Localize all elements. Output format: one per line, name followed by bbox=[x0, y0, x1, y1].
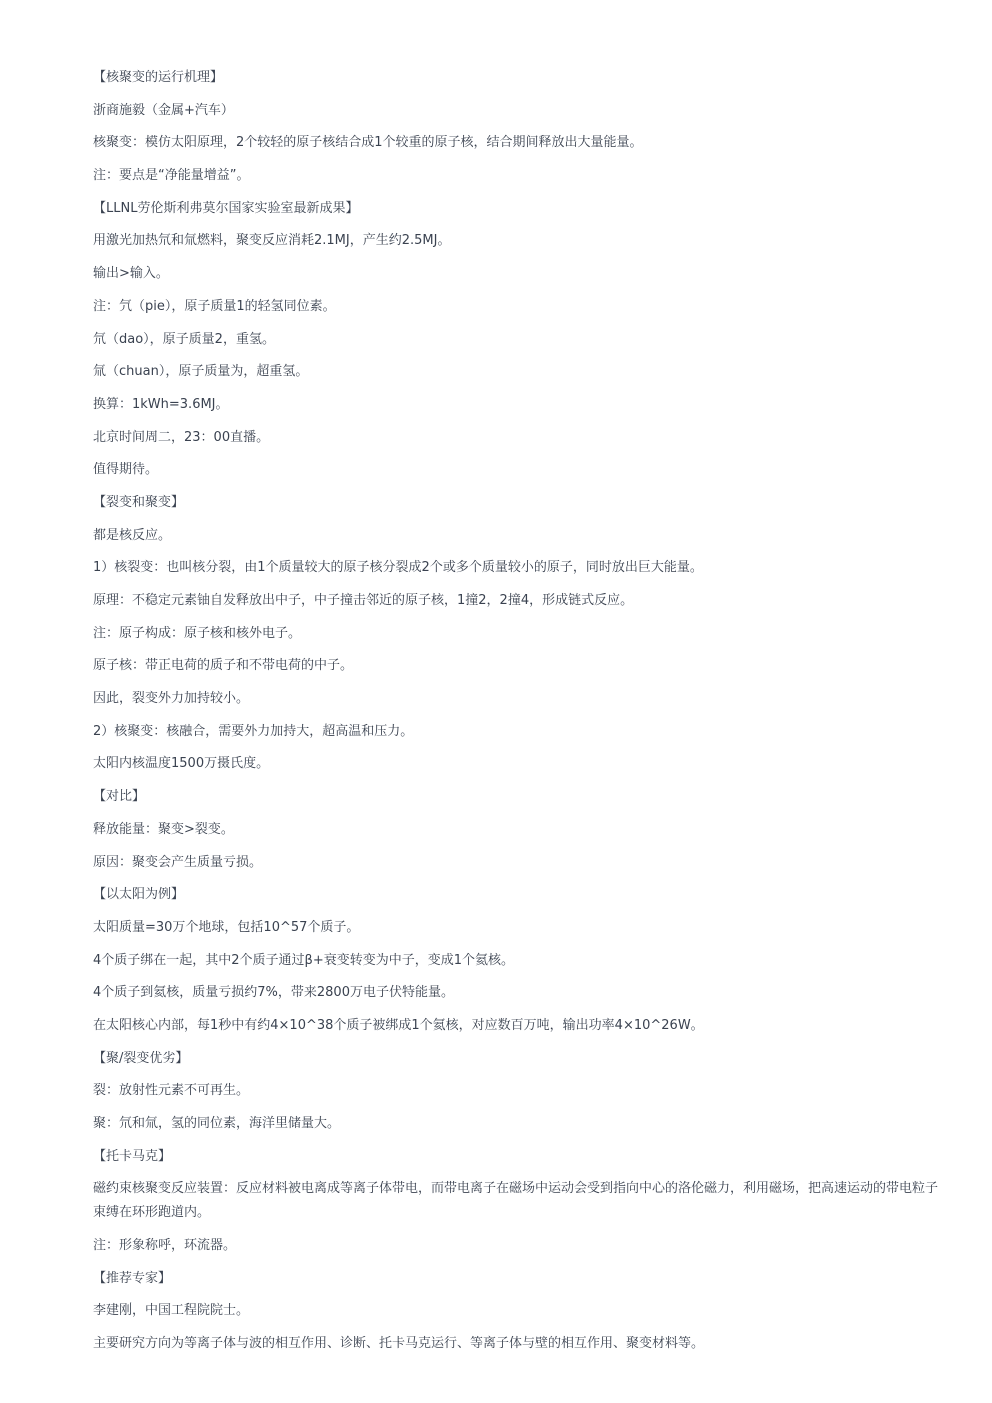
paragraph: 李建刚，中国工程院院士。 bbox=[93, 1303, 250, 1319]
paragraph: 氚（chuan），原子质量为，超重氢。 bbox=[93, 364, 309, 380]
section-heading: 【聚/裂变优劣】 bbox=[93, 1050, 189, 1066]
paragraph: 用激光加热氘和氚燃料，聚变反应消耗2.1MJ，产生约2.5MJ。 bbox=[93, 233, 451, 249]
paragraph: 聚：氘和氚，氢的同位素，海洋里储量大。 bbox=[93, 1116, 341, 1131]
section-heading: 【LLNL劳伦斯利弗莫尔国家实验室最新成果】 bbox=[93, 200, 359, 216]
paragraph: 原理：不稳定元素铀自发释放出中子，中子撞击邻近的原子核，1撞2，2撞4，形成链式反应。 bbox=[93, 593, 634, 608]
paragraph: 北京时间周二，23：00直播。 bbox=[93, 429, 270, 445]
paragraph: 氘（dao），原子质量2，重氢。 bbox=[93, 331, 275, 347]
section-heading: 【核聚变的运行机理】 bbox=[93, 70, 224, 85]
paragraph: 都是核反应。 bbox=[93, 527, 172, 543]
paragraph: 原子核：带正电荷的质子和不带电荷的中子。 bbox=[93, 658, 354, 674]
paragraph: 4个质子绑在一起，其中2个质子通过β+衰变转变为中子，变成1个氦核。 bbox=[93, 952, 515, 968]
paragraph: 因此，裂变外力加持较小。 bbox=[93, 691, 250, 707]
paragraph: 太阳质量=30万个地球，包括10^57个质子。 bbox=[93, 919, 360, 935]
section-heading: 【推荐专家】 bbox=[93, 1270, 172, 1286]
section-heading: 【托卡马克】 bbox=[93, 1148, 172, 1164]
paragraph: 在太阳核心内部，每1秒中有约4×10^38个质子被绑成1个氦核，对应数百万吨，输出功率4×10^26W。 bbox=[93, 1017, 704, 1033]
paragraph: 磁约束核聚变反应装置：反应材料被电离成等离子体带电，而带电离子在磁场中运动会受到指向中心的洛伦磁力，利用磁场，把高速运动的带电粒子束缚在环形跑道内。 bbox=[93, 1181, 939, 1221]
paragraph: 注：氕（pie），原子质量1的轻氢同位素。 bbox=[93, 298, 336, 314]
paragraph: 值得期待。 bbox=[93, 462, 159, 478]
paragraph: 注：原子构成：原子核和核外电子。 bbox=[93, 625, 302, 641]
paragraph: 1）核裂变：也叫核分裂，由1个质量较大的原子核分裂成2个或多个质量较小的原子，同时放出巨大能量。 bbox=[93, 560, 703, 576]
paragraph: 注：要点是“净能量增益”。 bbox=[93, 168, 250, 184]
section-heading: 【以太阳为例】 bbox=[93, 887, 185, 903]
paragraph: 核聚变：模仿太阳原理，2个较轻的原子核结合成1个较重的原子核，结合期间释放出大量能量。 bbox=[93, 135, 643, 151]
paragraph: 浙商施毅（金属+汽车） bbox=[93, 102, 234, 118]
section-heading: 【对比】 bbox=[93, 789, 146, 805]
paragraph: 换算：1kWh=3.6MJ。 bbox=[93, 396, 229, 412]
paragraph: 2）核聚变：核融合，需要外力加持大，超高温和压力。 bbox=[93, 723, 414, 739]
paragraph: 太阳内核温度1500万摄氏度。 bbox=[93, 756, 270, 772]
paragraph: 4个质子到氦核，质量亏损约7%，带来2800万电子伏特能量。 bbox=[93, 985, 454, 1001]
paragraph: 主要研究方向为等离子体与波的相互作用、诊断、托卡马克运行、等离子体与壁的相互作用、聚变材料等。 bbox=[93, 1336, 705, 1352]
section-heading: 【裂变和聚变】 bbox=[93, 494, 185, 510]
paragraph: 裂：放射性元素不可再生。 bbox=[93, 1083, 250, 1099]
paragraph: 注：形象称呼，环流器。 bbox=[93, 1238, 237, 1254]
paragraph: 释放能量：聚变>裂变。 bbox=[93, 821, 234, 837]
paragraph: 原因：聚变会产生质量亏损。 bbox=[93, 854, 263, 870]
paragraph: 输出>输入。 bbox=[93, 266, 169, 282]
document-body bbox=[93, 66, 945, 1365]
